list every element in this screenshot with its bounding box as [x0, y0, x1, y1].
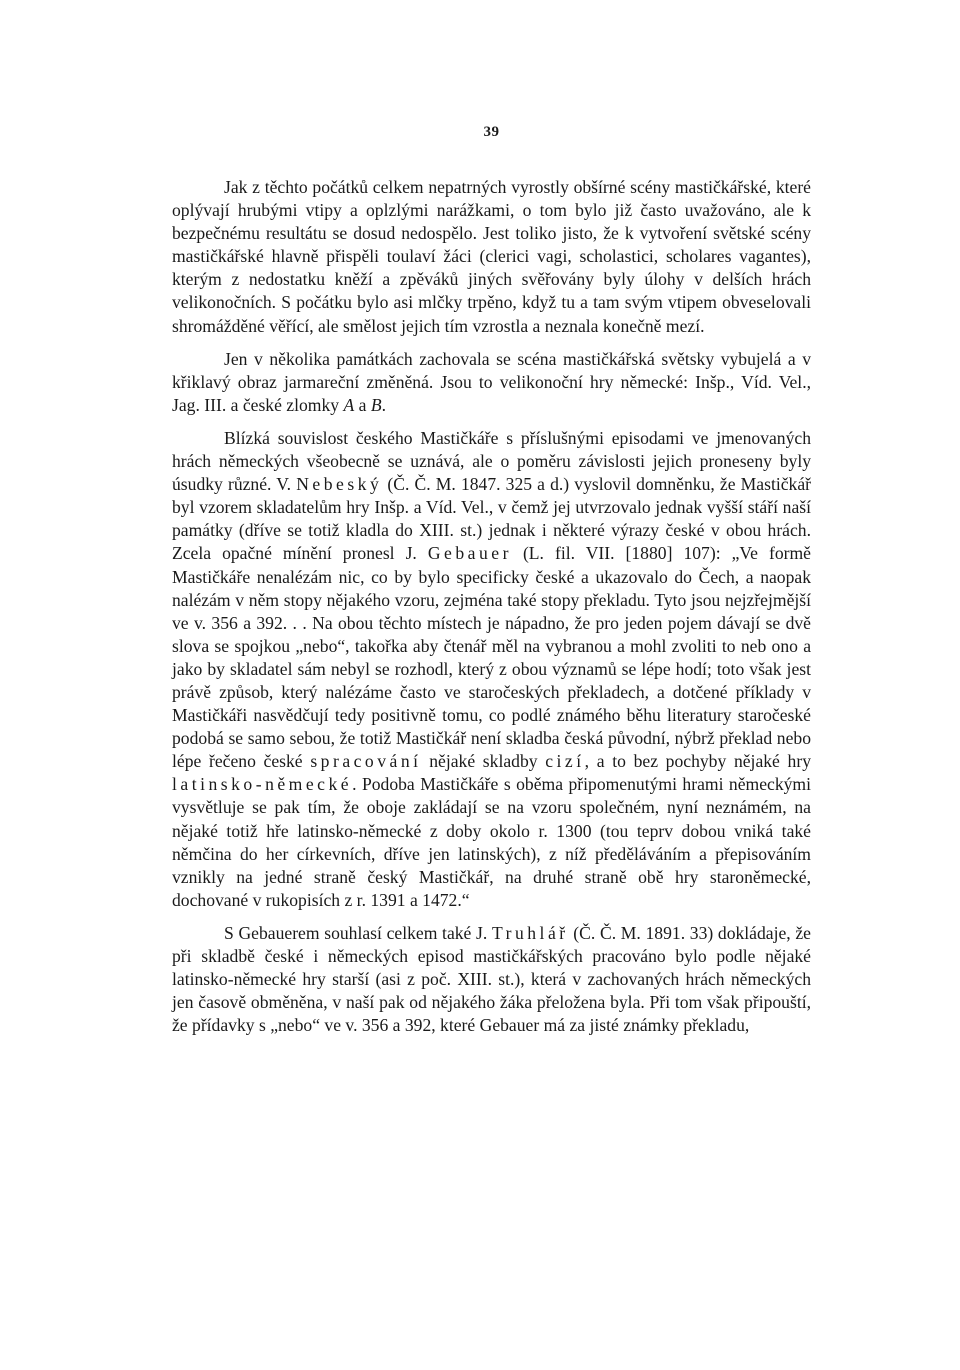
paragraph-text: nějaké skladby	[421, 751, 546, 772]
paragraph-3	[172, 427, 811, 912]
paragraph-text: Jen v několika památkách zachovala se scéna mastičkářská světsky vybujelá a v křiklavý obraz jarmareční změněná. Jsou to velikonoční hry německé: Inšp., Víd. Vel., Jag. III. a české zlomky	[172, 348, 811, 415]
paragraph-text: . Podoba Mastičkáře s oběma připomenutými hrami německými vysvětluje se pak tím, že oboje zakládají se na vzoru společném, nyní neznámém, na nějaké totiž hře latinsko-německé z doby okolo r. 1300 (tou teprv dobou vniká také němčina do her církevních, dříve jen latinských), z níž předěláváním a přepisováním vznikly na jedné straně český Mastičkář, na druhé straně obě hry staroněmecké, dochované v rukopisích z r. 1391 a 1472.“	[172, 774, 811, 910]
page-number: 39	[483, 124, 500, 140]
paragraph-1	[172, 176, 811, 338]
emphasis-spaced: latinsko-německé	[172, 774, 353, 795]
paragraph-text: S Gebauerem souhlasí celkem také J.	[224, 922, 492, 943]
paragraph-text: (Č. Č. M. 1891. 33) dokládaje, že při skladbě české i německých episod mastičkářských pracováno bylo podle nějaké latinsko-německé hry starší (asi z poč. XIII. st.), která v zachovaných hrách německých jen časově obměněna, v naší pak od nějakého žáka přeložena byla. Při tom však připouští, že přídavky s „nebo“ ve v. 356 a 392, které Gebauer má za jisté známky překladu,	[172, 922, 811, 1036]
fragment-label-a: A	[343, 394, 355, 415]
paragraph-text: a	[354, 394, 371, 415]
paragraph-text: , a to bez pochyby nějaké hry	[584, 751, 812, 772]
author-name-spaced: Truhlář	[491, 922, 569, 943]
fragment-label-b: B	[370, 394, 382, 415]
paragraph-text: .	[381, 394, 386, 415]
body-text	[172, 176, 811, 1037]
author-name-spaced: Gebauer	[427, 543, 512, 564]
paragraph-2	[172, 348, 811, 417]
paragraph-text: (L. fil. VII. [1880] 107): „Ve formě Mastičkáře nenalézám nic, co by bylo specificky české a ukazovalo do Čech, a naopak nalézám v něm stopy nějakého vzoru, zejména také stopy překladu. Tyto jsou nejzřejmější ve v. 356 a 392. . . Na obou těchto místech je nápadno, že pro jeden pojem dávají se dvě slova se spojkou „nebo“, takořka aby čtenář měl na vybranou a mohl zvoliti to neb ono a jako by skladatel sám nebyl se rozhodl, který z obou významů se lépe hodí; toto však jest právě způsob, který nalézáme často ve staročeských překladech, a dotčené příklady v Mastičkáři nasvědčují tedy positivně tomu, co podlé známého běhu literatury staročeské podobá se samo sebou, že totiž Mastičkář není skladba česká původní, nýbrž překlad nebo lépe řečeno české	[172, 543, 811, 772]
emphasis-spaced: cizí	[545, 751, 585, 772]
author-name-spaced: Nebeský	[296, 474, 383, 495]
paragraph-text: (Č. Č. M. 1847. 325 a d.) vyslovil domněnku, že Mastičkář byl vzorem skladatelům hry Inšp. a Víd. Vel., v čemž jej utvrzovalo jednak vyšší stáří naší památky (dříve se totiž kladla do XIII. st.) jednak i některé výrazy české v obou hrách. Zcela opačné mínění pronesl J.	[172, 474, 811, 564]
paragraph-4	[172, 922, 811, 1037]
emphasis-spaced: spracování	[310, 751, 422, 772]
paragraph-text: Blízká souvislost českého Mastičkáře s příslušnými episodami ve jmenovaných hrách německých všeobecně se uznává, ale o poměru závislosti jejich proneseny byly úsudky různé. V.	[172, 427, 811, 495]
paragraph-text: Jak z těchto počátků celkem nepatrných vyrostly obšírné scény mastičkářské, které oplývají hrubými vtipy a oplzlými narážkami, o tom bylo již často uvažováno, ale k bezpečnému resultátu se dosud nedospělo. Jest toliko jisto, že k vytvoření světské scény mastičkářské hlavně přispěli toulaví žáci (clerici vagi, scholastici, scholares vagantes), kterým z nedostatku kněží a zpěváků jiných svěřovány byly úlohy v delších hrách velikonočních. S počátku bylo asi mlčky trpěno, když tu a tam svým vtipem obveselovali shromážděné věřící, ale smělost jejich tím vzrostla a neznala konečně mezí.	[172, 177, 811, 336]
